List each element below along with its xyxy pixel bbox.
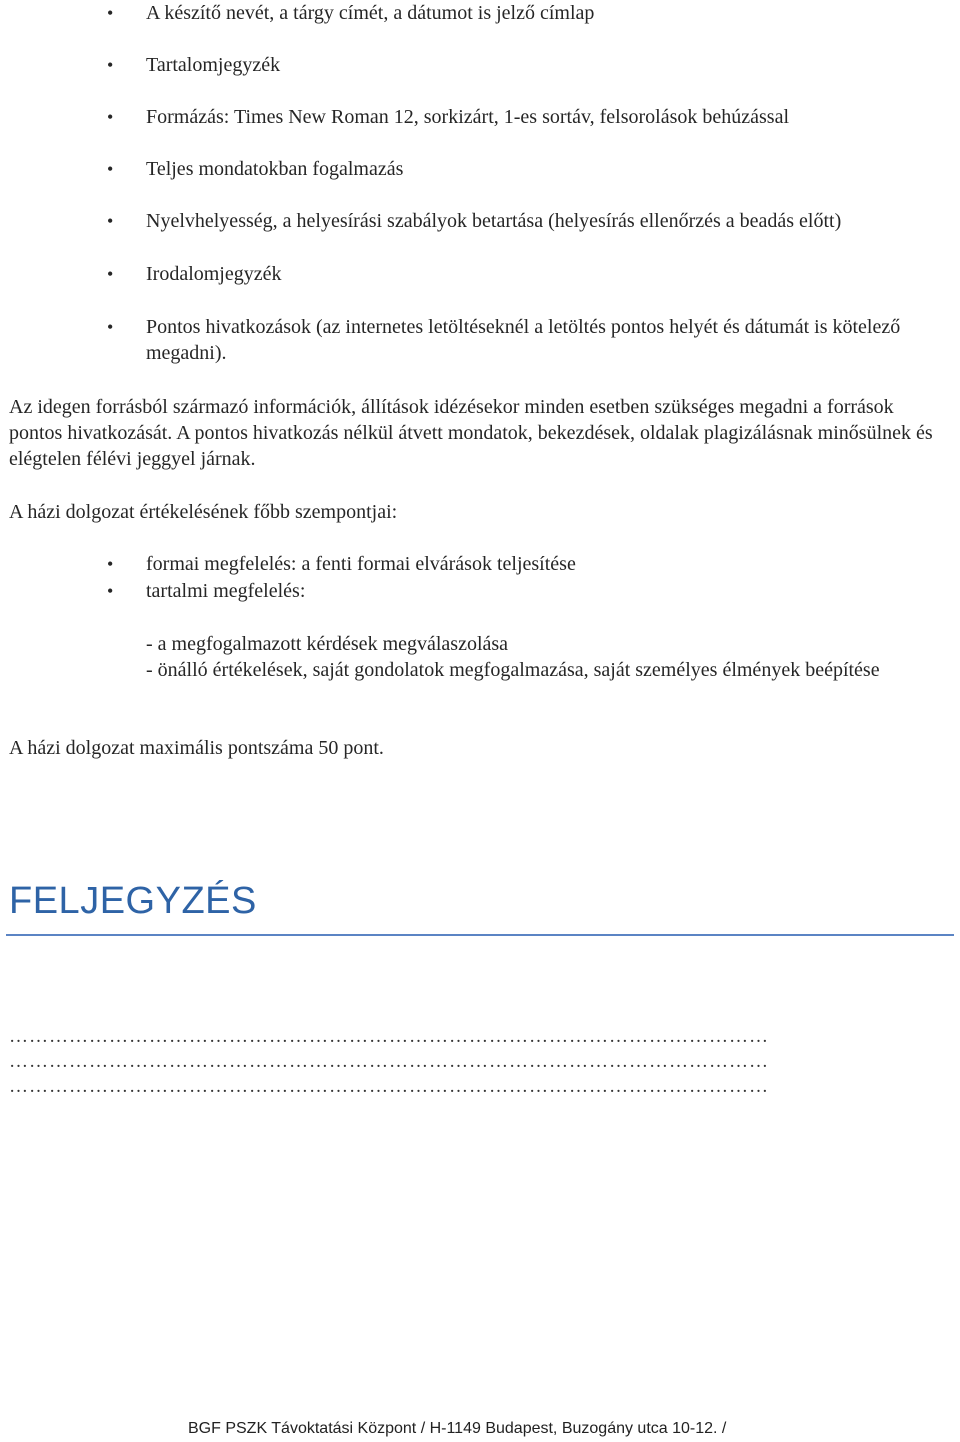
requirement-text: Formázás: Times New Roman 12, sorkizárt, 1-es sortáv, felsorolások behúzással xyxy=(146,106,790,128)
max-points-text: A házi dolgozat maximális pontszáma 50 pont. xyxy=(9,737,384,759)
criteria-text: tartalmi megfelelés: xyxy=(146,580,306,602)
bullet-icon: • xyxy=(107,581,114,601)
criteria-intro: A házi dolgozat értékelésének főbb szempontjai: xyxy=(9,501,398,523)
requirement-text: Irodalomjegyzék xyxy=(146,263,282,285)
bullet-icon: • xyxy=(107,3,114,23)
citation-paragraph: Az idegen forrásból származó információk, állítások idézésekor minden esetben szükséges megadni a források pontos hivatkozását. A pontos hivatkozás nélkül átvett mondatok, bekezdések, oldalak plagizálásnak minősülnek és elégtelen félévi jeggyel járnak. xyxy=(9,396,933,470)
requirement-text: A készítő nevét, a tárgy címét, a dátumot is jelző címlap xyxy=(146,2,595,24)
requirement-text: Teljes mondatokban fogalmazás xyxy=(146,158,404,180)
notes-heading: FELJEGYZÉS xyxy=(9,880,257,922)
requirement-text: Nyelvhelyesség, a helyesírási szabályok betartása (helyesírás ellenőrzés a beadás előtt) xyxy=(146,210,842,232)
notes-line: …………………………………………………………………………………………………… xyxy=(9,1077,769,1097)
requirement-text: Pontos hivatkozások (az internetes letöltéseknél a letöltés pontos helyét és dátumát is kötelező megadni). xyxy=(146,316,901,364)
notes-line: …………………………………………………………………………………………………… xyxy=(9,1052,769,1072)
bullet-icon: • xyxy=(107,159,114,179)
bullet-icon: • xyxy=(107,211,114,231)
content-subpoint: - a megfogalmazott kérdések megválaszolása xyxy=(146,633,509,655)
notes-line: …………………………………………………………………………………………………… xyxy=(9,1027,769,1047)
bullet-icon: • xyxy=(107,264,114,284)
bullet-icon: • xyxy=(107,554,114,574)
content-subpoint: - önálló értékelések, saját gondolatok megfogalmazása, saját személyes élmények beépítése xyxy=(146,659,880,681)
requirement-text: Tartalomjegyzék xyxy=(146,54,281,76)
bullet-icon: • xyxy=(107,55,114,75)
criteria-text: formai megfelelés: a fenti formai elvárások teljesítése xyxy=(146,553,576,575)
heading-divider xyxy=(6,934,954,936)
bullet-icon: • xyxy=(107,317,114,337)
page-footer: BGF PSZK Távoktatási Központ / H-1149 Budapest, Buzogány utca 10-12. / xyxy=(188,1420,727,1437)
bullet-icon: • xyxy=(107,107,114,127)
